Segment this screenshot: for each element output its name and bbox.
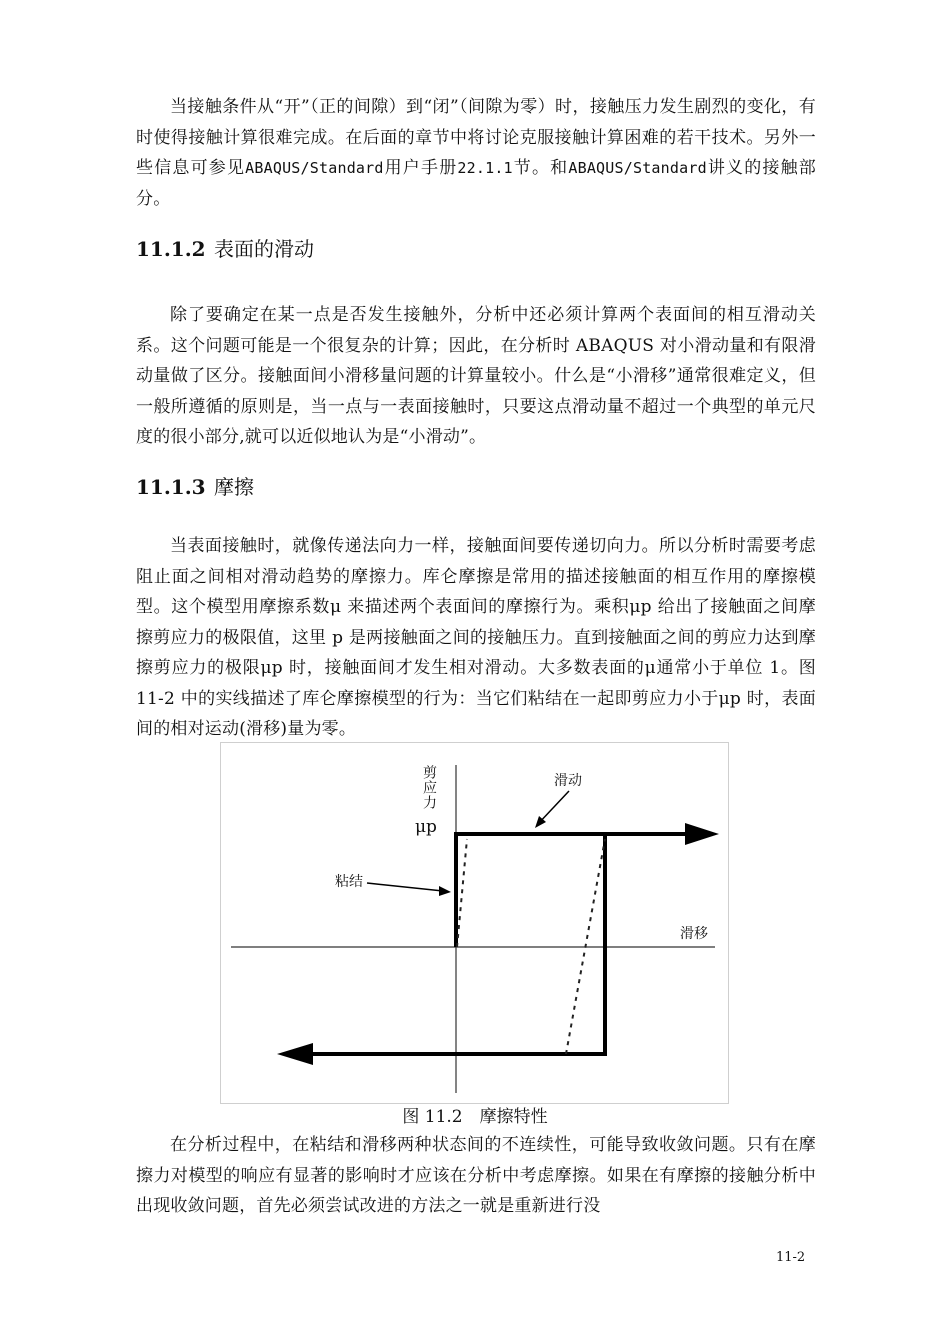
p1-abaqus-2: ABAQUS/Standard: [568, 159, 707, 177]
mu-p-label: μp: [415, 817, 437, 837]
section-number: 11.1.3: [136, 475, 206, 499]
section-heading-surface-sliding: [136, 236, 314, 262]
section-title: 表面的滑动: [214, 237, 314, 261]
page-number: 11-2: [776, 1250, 806, 1265]
friction-figure: [220, 742, 729, 1104]
sliding-label: 滑动: [554, 773, 582, 789]
p1-text-a: 当接触条件从“开”（正的间隙）到“闭”（间隙为零）时，接触压力发生剧烈的变化，有时使得接触计算很难完成。在后面的章节中将讨论克服接触计算困难的若干技术。另外一些信息可参见: [136, 97, 816, 178]
sticking-pointer-arrowhead: [439, 886, 451, 896]
paragraph-sliding: 除了要确定在某一点是否发生接触外，分析中还必须计算两个表面间的相互滑动关系。这个问题可能是一个很复杂的计算；因此，在分析时 ABAQUS 对小滑动量和有限滑动量做了区分。接触面间小滑移量问题的计算量较小。什么是“小滑移”通常很难定义，但一般所遵循的原则是，当一点与一表面接触时，只要这点滑动量不超过一个典型的单元尺度的很小部分,就可以近似地认为是“小滑动”。: [136, 305, 816, 447]
p1-section-ref: 22.1.1: [457, 159, 513, 177]
sticking-pointer-line: [367, 883, 443, 891]
shear-stress-label: 剪应力: [421, 765, 437, 810]
p1-text-e: 节。和: [512, 158, 569, 178]
arrow-right-icon: [685, 823, 719, 845]
p1-text-c: 用户手册: [383, 158, 458, 178]
section-number: 11.1.2: [136, 237, 206, 261]
p1-abaqus-1: ABAQUS/Standard: [245, 159, 384, 177]
friction-diagram: [221, 743, 730, 1105]
section-title: 摩擦: [214, 475, 254, 499]
coulomb-friction-curve: [303, 834, 605, 1054]
sticking-label: 粘结: [335, 874, 363, 890]
section-heading-friction: [136, 474, 254, 500]
elastic-slip-dashed-line-upper: [457, 839, 467, 947]
paragraph-friction: 当表面接触时，就像传递法向力一样，接触面间要传递切向力。所以分析时需要考虑阻止面之间相对滑动趋势的摩擦力。库仑摩擦是常用的描述接触面的相互作用的摩擦模型。这个模型用摩擦系数μ 来描述两个表面间的摩擦行为。乘积μp 给出了接触面之间摩擦剪应力的极限值，这里 p 是两接触面之间的接触压力。直到接触面之间的剪应力达到摩擦剪应力的极限μp 时，接触面间才发生相对滑动。大多数表面的μ通常小于单位 1。图 11-2 中的实线描述了库仑摩擦模型的行为：当它们粘结在一起即剪应力小于μp 时，表面间的相对运动(滑移)量为零。: [136, 536, 816, 739]
figure-caption: 图 11.2 摩擦特性: [402, 1107, 548, 1127]
p1-text-g: 讲义的接触部分。: [136, 158, 816, 209]
paragraph-convergence: 在分析过程中，在粘结和滑移两种状态间的不连续性，可能导致收敛问题。只有在摩擦力对模型的响应有显著的影响时才应该在分析中考虑摩擦。如果在有摩擦的接触分析中出现收敛问题，首先必须尝试改进的方法之一就是重新进行没: [136, 1135, 816, 1216]
arrow-left-icon: [277, 1043, 313, 1065]
paragraph-contact-pressure: [136, 92, 816, 214]
slip-label: 滑移: [680, 926, 708, 942]
